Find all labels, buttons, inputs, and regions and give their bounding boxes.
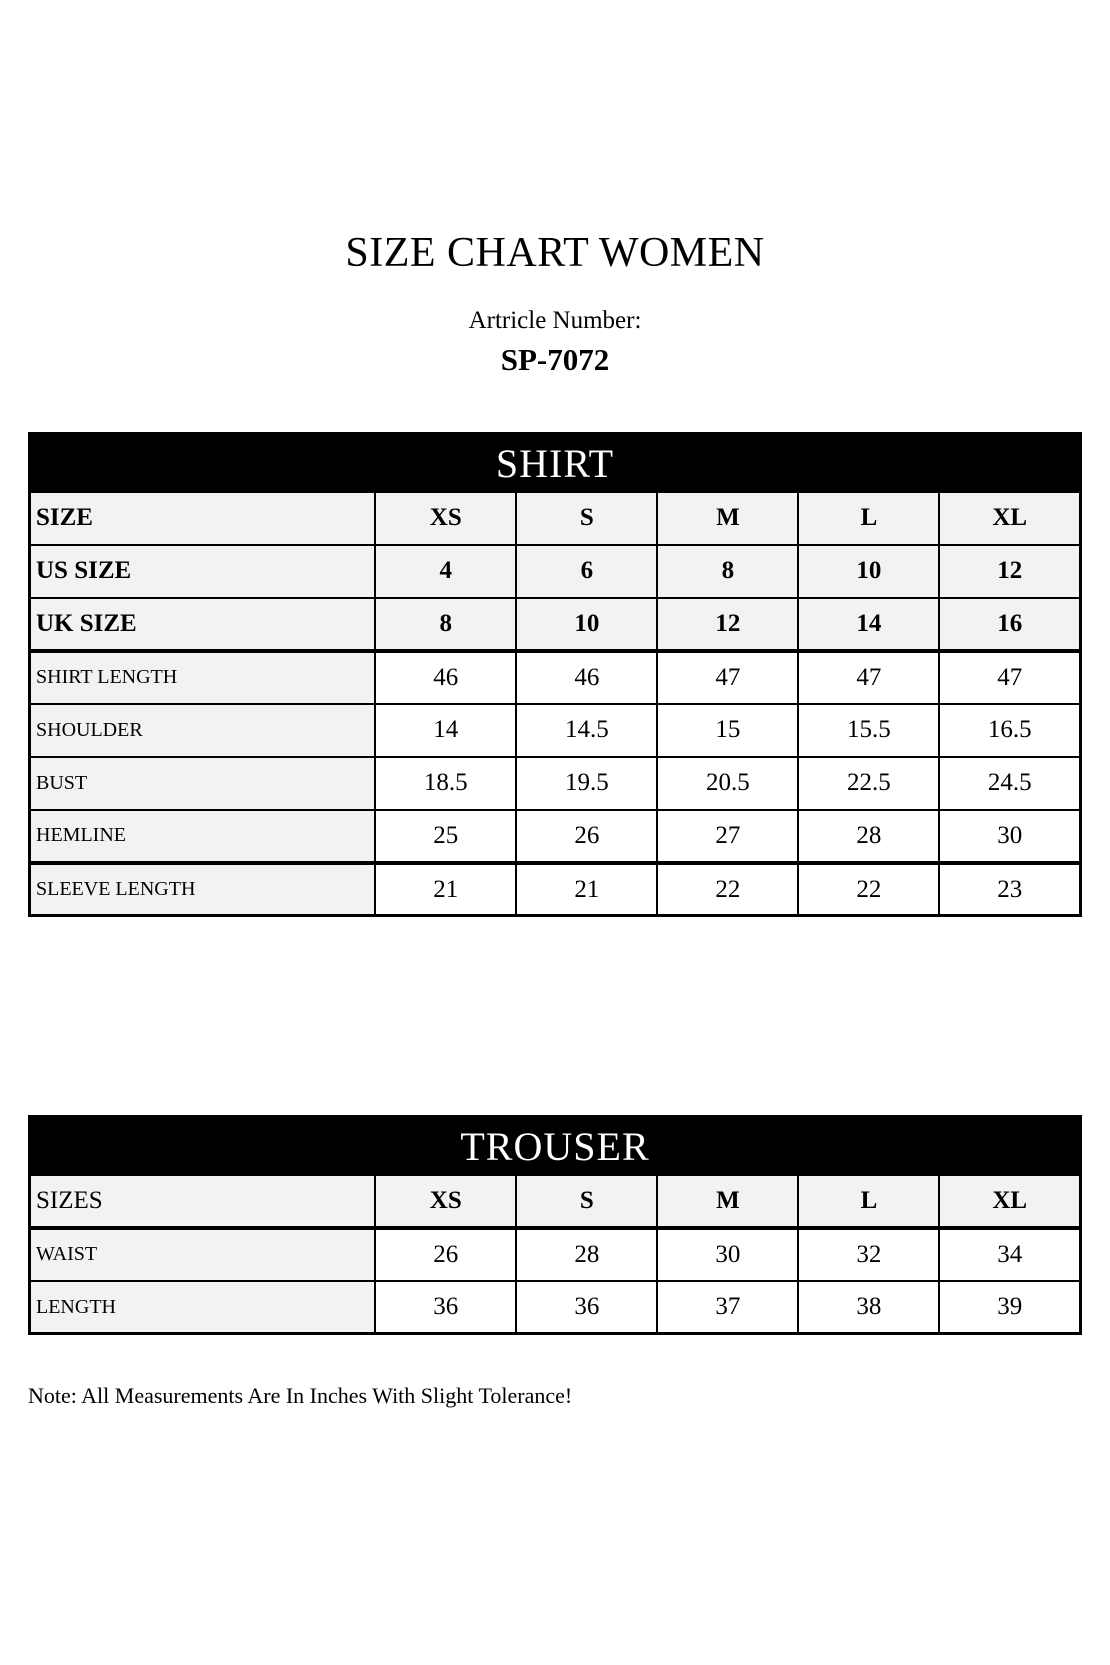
row-label: SLEEVE LENGTH <box>30 863 376 916</box>
cell-value: 28 <box>798 810 939 863</box>
cell-value: 15.5 <box>798 704 939 757</box>
shirt-size-table <box>28 432 1082 917</box>
cell-value: L <box>798 492 939 545</box>
cell-value: M <box>657 1175 798 1228</box>
cell-value: 15 <box>657 704 798 757</box>
cell-value: S <box>516 1175 657 1228</box>
table-row <box>30 757 1081 810</box>
table-row <box>30 492 1081 545</box>
row-label: UK SIZE <box>30 598 376 651</box>
cell-value: L <box>798 1175 939 1228</box>
row-label: SIZES <box>30 1175 376 1228</box>
cell-value: 20.5 <box>657 757 798 810</box>
cell-value: 30 <box>939 810 1080 863</box>
cell-value: XS <box>375 492 516 545</box>
cell-value: 19.5 <box>516 757 657 810</box>
cell-value: 37 <box>657 1281 798 1334</box>
cell-value: 46 <box>516 651 657 704</box>
cell-value: 22 <box>798 863 939 916</box>
table-row <box>30 1175 1081 1228</box>
cell-value: 6 <box>516 545 657 598</box>
table-row <box>30 704 1081 757</box>
cell-value: 23 <box>939 863 1080 916</box>
cell-value: M <box>657 492 798 545</box>
cell-value: XL <box>939 492 1080 545</box>
cell-value: 16.5 <box>939 704 1080 757</box>
cell-value: 21 <box>516 863 657 916</box>
cell-value: 8 <box>657 545 798 598</box>
cell-value: XS <box>375 1175 516 1228</box>
cell-value: 39 <box>939 1281 1080 1334</box>
shirt-table-title-row <box>30 434 1081 492</box>
cell-value: 47 <box>657 651 798 704</box>
cell-value: 36 <box>375 1281 516 1334</box>
row-label: SHIRT LENGTH <box>30 651 376 704</box>
article-number-label: Artricle Number: <box>468 307 642 335</box>
cell-value: 26 <box>375 1228 516 1281</box>
trouser-table-body <box>30 1175 1081 1334</box>
cell-value: 47 <box>798 651 939 704</box>
row-label: HEMLINE <box>30 810 376 863</box>
table-row <box>30 863 1081 916</box>
row-label: SHOULDER <box>30 704 376 757</box>
cell-value: 14 <box>798 598 939 651</box>
table-row <box>30 1228 1081 1281</box>
cell-value: 10 <box>516 598 657 651</box>
row-label: SIZE <box>30 492 376 545</box>
row-label: US SIZE <box>30 545 376 598</box>
cell-value: 28 <box>516 1228 657 1281</box>
table-row <box>30 1281 1081 1334</box>
cell-value: 34 <box>939 1228 1080 1281</box>
cell-value: 27 <box>657 810 798 863</box>
cell-value: 22 <box>657 863 798 916</box>
cell-value: 38 <box>798 1281 939 1334</box>
row-label: LENGTH <box>30 1281 376 1334</box>
row-label: BUST <box>30 757 376 810</box>
cell-value: 21 <box>375 863 516 916</box>
cell-value: 12 <box>939 545 1080 598</box>
cell-value: 14.5 <box>516 704 657 757</box>
cell-value: 22.5 <box>798 757 939 810</box>
cell-value: 24.5 <box>939 757 1080 810</box>
table-row <box>30 810 1081 863</box>
row-label: WAIST <box>30 1228 376 1281</box>
trouser-table-title-row <box>30 1117 1081 1175</box>
cell-value: XL <box>939 1175 1080 1228</box>
cell-value: 30 <box>657 1228 798 1281</box>
article-number-value: SP-7072 <box>500 342 610 378</box>
shirt-table-title: SHIRT <box>30 434 1081 492</box>
table-row <box>30 598 1081 651</box>
cell-value: 12 <box>657 598 798 651</box>
cell-value: 18.5 <box>375 757 516 810</box>
cell-value: 47 <box>939 651 1080 704</box>
table-row <box>30 651 1081 704</box>
cell-value: 25 <box>375 810 516 863</box>
cell-value: 8 <box>375 598 516 651</box>
page-title: SIZE CHART WOMEN <box>345 230 765 276</box>
cell-value: 10 <box>798 545 939 598</box>
cell-value: 32 <box>798 1228 939 1281</box>
cell-value: 16 <box>939 598 1080 651</box>
cell-value: 4 <box>375 545 516 598</box>
cell-value: 14 <box>375 704 516 757</box>
trouser-size-table <box>28 1115 1082 1335</box>
cell-value: 26 <box>516 810 657 863</box>
shirt-table-body <box>30 492 1081 916</box>
table-row <box>30 545 1081 598</box>
trouser-table-title: TROUSER <box>30 1117 1081 1175</box>
cell-value: S <box>516 492 657 545</box>
cell-value: 46 <box>375 651 516 704</box>
cell-value: 36 <box>516 1281 657 1334</box>
note-text: Note: All Measurements Are In Inches With Slight Tolerance! <box>28 1383 573 1409</box>
